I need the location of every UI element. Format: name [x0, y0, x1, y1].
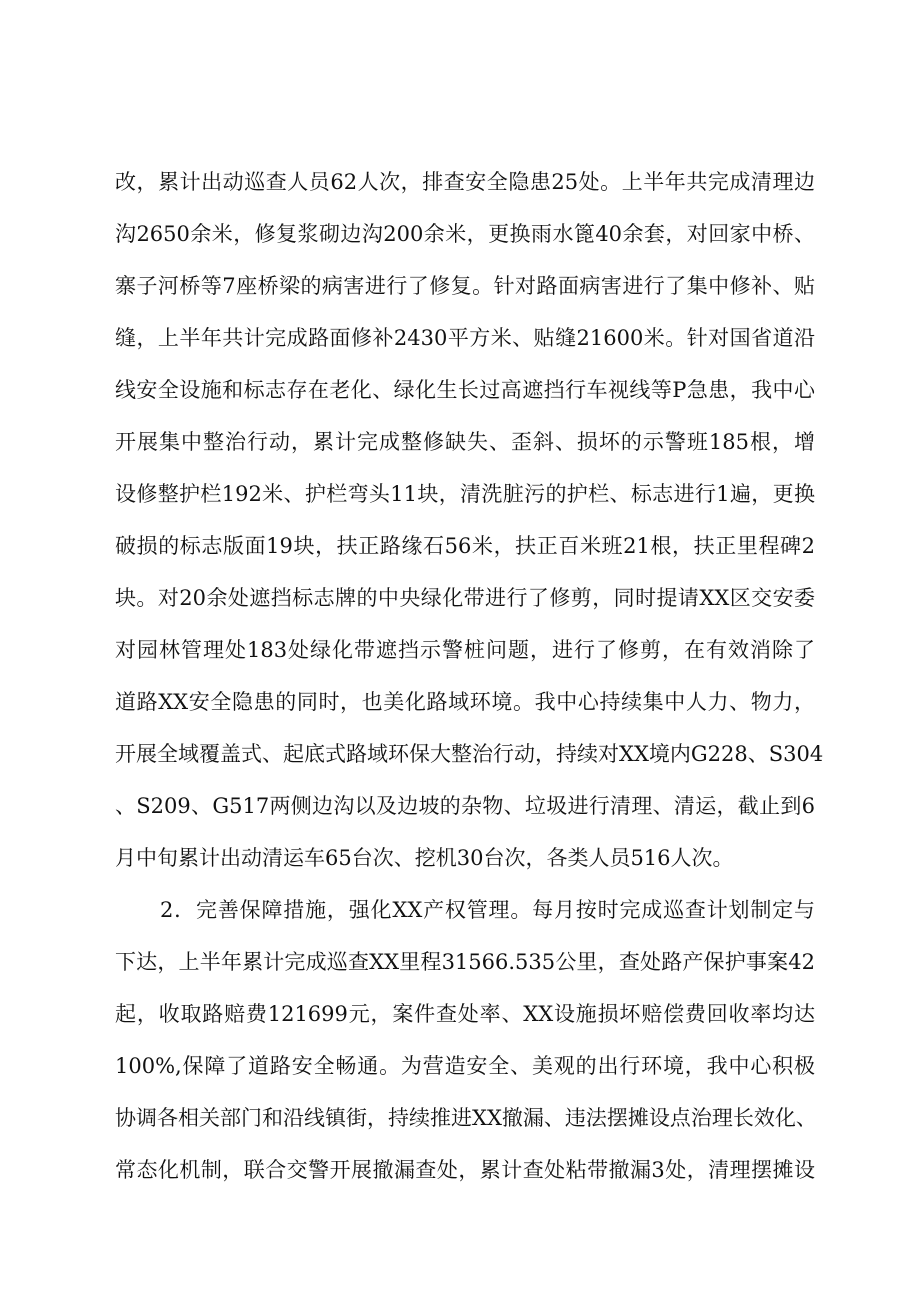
text-line-7: 设修整护栏192米、护栏弯头11块，清洗脏污的护栏、标志进行1遍，更换 — [115, 482, 815, 506]
text-line-4: 缝，上半年共计完成路面修补2430平方米、贴缝21600米。针对国省道沿 — [115, 326, 815, 350]
text-line-3: 寨子河桥等7座桥梁的病害进行了修复。针对路面病害进行了集中修补、贴 — [115, 274, 815, 298]
text-line-9: 块。对20余处遮挡标志牌的中央绿化带进行了修剪，同时提请XX区交安委 — [115, 586, 815, 610]
text-line-15: 2．完善保障措施，强化XX产权管理。每月按时完成巡查计划制定与 — [160, 898, 815, 922]
text-line-11: 道路XX安全隐患的同时，也美化路域环境。我中心持续集中人力、物力， — [115, 690, 815, 714]
text-line-17: 起，收取路赔费121699元，案件查处率、XX设施损坏赔偿费回收率均达 — [115, 1002, 815, 1026]
text-line-16: 下达，上半年累计完成巡查XX里程31566.535公里，查处路产保护事案42 — [115, 950, 815, 974]
text-line-8: 破损的标志版面19块，扶正路缘石56米，扶正百米班21根，扶正里程碑2 — [115, 534, 815, 558]
text-line-6: 开展集中整治行动，累计完成整修缺失、歪斜、损坏的示警班185根，增 — [115, 430, 815, 454]
text-line-14: 月中旬累计出动清运车65台次、挖机30台次，各类人员516人次。 — [115, 846, 734, 870]
text-line-18: 100%,保障了道路安全畅通。为营造安全、美观的出行环境，我中心积极 — [115, 1054, 815, 1078]
text-line-2: 沟2650余米，修复浆砌边沟200余米，更换雨水篦40余套，对回家中桥、 — [115, 222, 815, 246]
text-line-20: 常态化机制，联合交警开展撤漏查处，累计查处粘带撤漏3处，清理摆摊设 — [115, 1158, 815, 1182]
text-line-5: 线安全设施和标志存在老化、绿化生长过高遮挡行车视线等P急患，我中心 — [115, 378, 815, 402]
text-line-1: 改，累计出动巡查人员62人次，排查安全隐患25处。上半年共完成清理边 — [115, 170, 815, 194]
text-line-12: 开展全域覆盖式、起底式路域环保大整治行动，持续对XX境内G228、S304 — [115, 742, 824, 766]
text-line-19: 协调各相关部门和沿线镇街，持续推进XX撤漏、违法摆摊设点治理长效化、 — [115, 1106, 817, 1130]
text-line-10: 对园林管理处183处绿化带遮挡示警桩问题，进行了修剪，在有效消除了 — [115, 638, 815, 662]
text-line-13: 、S209、G517两侧边沟以及边坡的杂物、垃圾进行清理、清运，截止到6 — [115, 794, 815, 818]
